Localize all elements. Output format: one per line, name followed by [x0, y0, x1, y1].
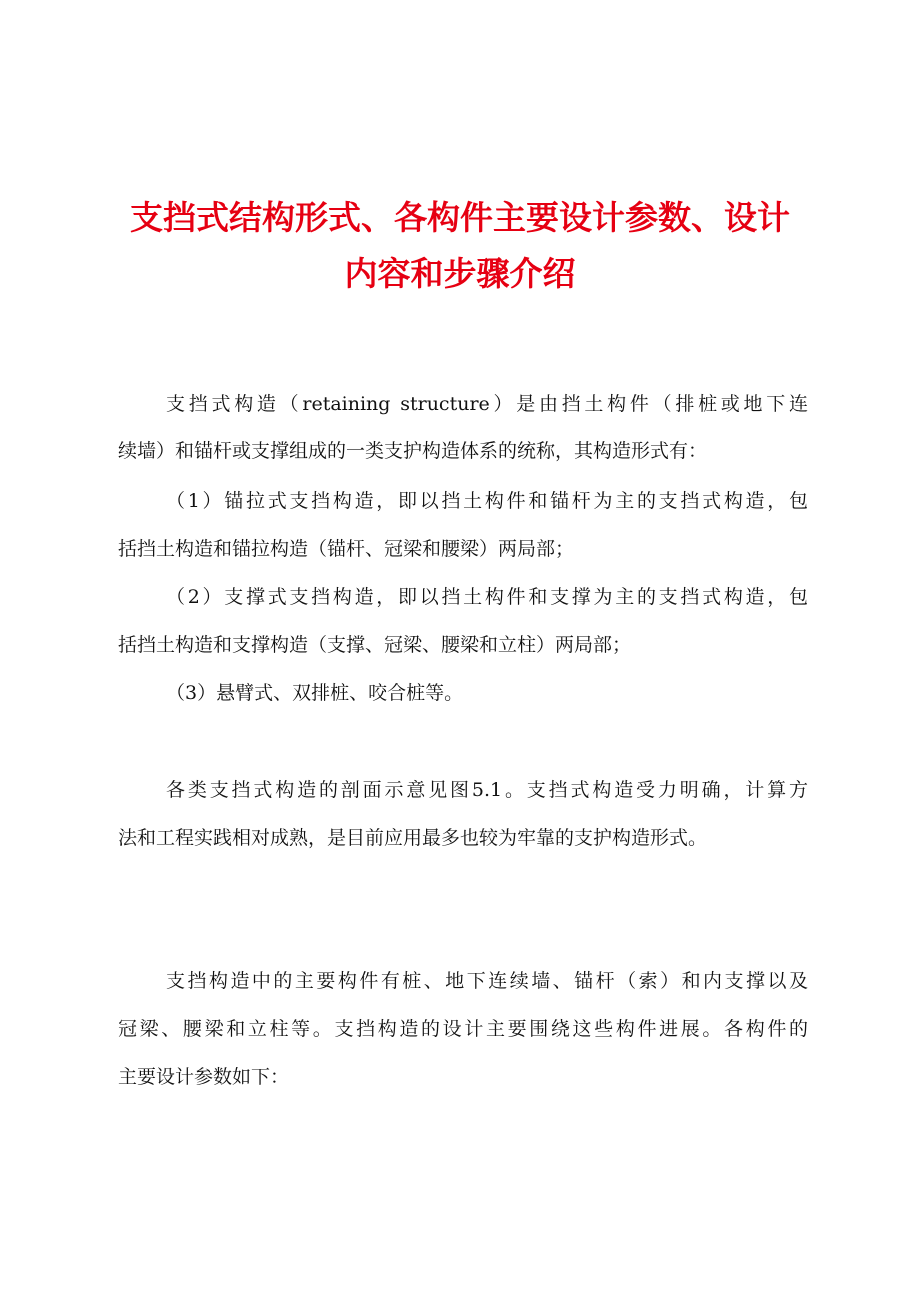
paragraph-2-line-2: 括挡土构造和锚拉构造（锚杆、冠梁和腰梁）两局部；: [118, 538, 575, 560]
paragraph-4-line-1: （3）悬臂式、双排桩、咬合桩等。: [166, 682, 464, 704]
paragraph-2-line-1: （1）锚拉式支挡构造，即以挡土构件和锚杆为主的支挡式构造，包: [166, 490, 808, 512]
document-title-line-2: 内容和步骤介绍: [344, 254, 576, 293]
paragraph-6-line-2: 冠梁、腰梁和立柱等。支挡构造的设计主要围绕这些构件进展。各构件的: [118, 1018, 808, 1040]
paragraph-1-line-2: 续墙）和锚杆或支撑组成的一类支护构造体系的统称，其构造形式有：: [118, 440, 708, 462]
paragraph-6-line-1: 支挡构造中的主要构件有桩、地下连续墙、锚杆（索）和内支撑以及: [166, 970, 808, 992]
paragraph-1-line-1: 支挡式构造（retaining structure）是由挡土构件（排桩或地下连: [166, 393, 808, 415]
paragraph-5-line-1: 各类支挡式构造的剖面示意见图5.1。支挡式构造受力明确，计算方: [166, 779, 808, 801]
document-title-line-1: 支挡式结构形式、各构件主要设计参数、设计: [130, 198, 790, 237]
paragraph-3-line-2: 括挡土构造和支撑构造（支撑、冠梁、腰梁和立柱）两局部；: [118, 634, 632, 656]
paragraph-6-line-3: 主要设计参数如下：: [118, 1066, 290, 1088]
paragraph-5-line-2: 法和工程实践相对成熟，是目前应用最多也较为牢靠的支护构造形式。: [118, 827, 708, 849]
paragraph-3-line-1: （2）支撑式支挡构造，即以挡土构件和支撑为主的支挡式构造，包: [166, 586, 808, 608]
